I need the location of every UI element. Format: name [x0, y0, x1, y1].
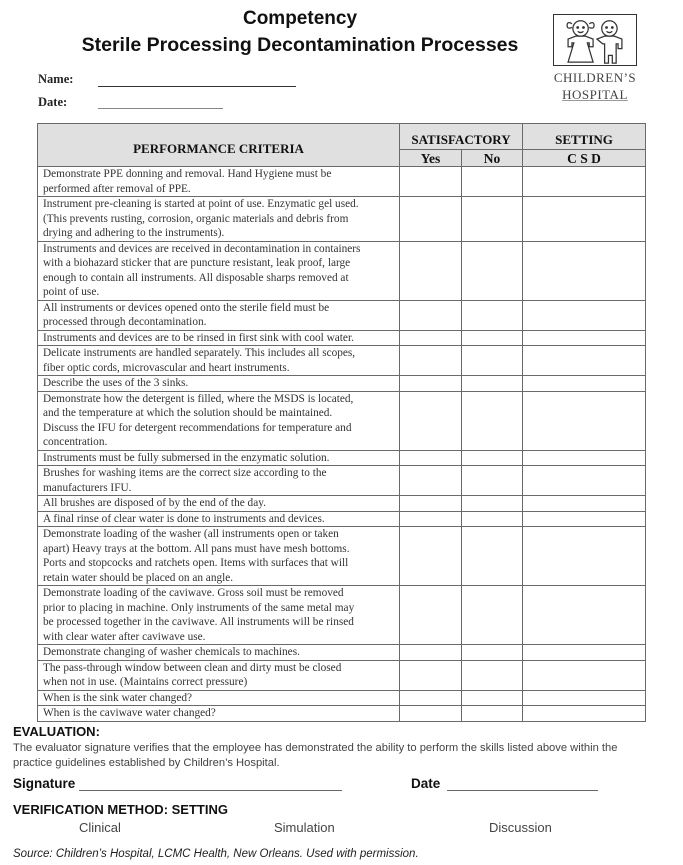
criteria-line: apart) Heavy trays at the bottom. All pans must have mesh bottoms.: [43, 542, 350, 555]
header-no: No: [462, 150, 523, 167]
table-row: [38, 586, 646, 645]
setting-cell[interactable]: [523, 241, 646, 300]
header-yes: Yes: [400, 150, 462, 167]
verification-option-simulation[interactable]: Simulation: [274, 820, 335, 835]
no-checkbox-cell[interactable]: [462, 450, 523, 466]
criteria-line: fiber optic cords, microvascular and heart instruments.: [43, 361, 290, 374]
no-checkbox-cell[interactable]: [462, 645, 523, 661]
table-row: [38, 300, 646, 330]
yes-checkbox-cell[interactable]: [400, 690, 462, 706]
setting-cell[interactable]: [523, 706, 646, 722]
no-checkbox-cell[interactable]: [462, 197, 523, 242]
criteria-line: be processed together in the caviwave. All instruments will be rinsed: [43, 616, 354, 628]
name-field[interactable]: [98, 86, 296, 87]
verification-option-clinical[interactable]: Clinical: [79, 820, 121, 835]
setting-cell[interactable]: [523, 167, 646, 197]
criteria-line: The pass-through window between clean and dirty must be closed: [43, 661, 342, 674]
criteria-line: Demonstrate loading of the caviwave. Gross soil must be removed: [43, 587, 344, 599]
table-row: [38, 167, 646, 197]
setting-cell[interactable]: [523, 197, 646, 242]
no-checkbox-cell[interactable]: [462, 330, 523, 346]
no-checkbox-cell[interactable]: [462, 167, 523, 197]
yes-checkbox-cell[interactable]: [400, 466, 462, 496]
yes-checkbox-cell[interactable]: [400, 511, 462, 527]
yes-checkbox-cell[interactable]: [400, 197, 462, 242]
table-row: [38, 466, 646, 496]
criteria-line: point of use.: [43, 286, 100, 298]
criteria-line: (This prevents rusting, corrosion, organic materials and debris from: [43, 212, 349, 225]
logo-text-line1: CHILDREN’S: [553, 70, 637, 85]
criteria-line: Demonstrate loading of the washer (all instruments open or taken: [43, 528, 339, 540]
date-label: Date:: [38, 95, 68, 109]
date-field[interactable]: [98, 108, 223, 109]
criteria-cell: [38, 450, 400, 466]
no-checkbox-cell[interactable]: [462, 376, 523, 392]
table-row: [38, 450, 646, 466]
no-checkbox-cell[interactable]: [462, 690, 523, 706]
yes-checkbox-cell[interactable]: [400, 330, 462, 346]
yes-checkbox-cell[interactable]: [400, 645, 462, 661]
criteria-cell: [38, 391, 400, 450]
verification-heading: VERIFICATION METHOD: SETTING: [13, 802, 228, 817]
setting-cell[interactable]: [523, 391, 646, 450]
header-setting: SETTING: [523, 124, 646, 150]
table-row: [38, 330, 646, 346]
setting-cell[interactable]: [523, 376, 646, 392]
criteria-cell: [38, 527, 400, 586]
setting-cell[interactable]: [523, 511, 646, 527]
criteria-cell: [38, 330, 400, 346]
no-checkbox-cell[interactable]: [462, 391, 523, 450]
signature-label: Signature: [13, 776, 76, 791]
children-logo-icon: [553, 14, 637, 66]
table-row: [38, 645, 646, 661]
criteria-line: retain water should be placed on an angle.: [43, 571, 234, 584]
yes-checkbox-cell[interactable]: [400, 496, 462, 512]
criteria-line: A final rinse of clear water is done to instruments and devices.: [43, 512, 325, 525]
criteria-line: with clear water after caviwave use.: [43, 630, 206, 643]
table-row: [38, 197, 646, 242]
evaluation-date-field[interactable]: [447, 790, 598, 791]
criteria-line: processed through decontamination.: [43, 316, 207, 328]
criteria-cell: [38, 346, 400, 376]
setting-cell[interactable]: [523, 346, 646, 376]
yes-checkbox-cell[interactable]: [400, 300, 462, 330]
no-checkbox-cell[interactable]: [462, 466, 523, 496]
yes-checkbox-cell[interactable]: [400, 391, 462, 450]
criteria-line: performed after removal of PPE.: [43, 182, 191, 195]
verification-option-discussion[interactable]: Discussion: [489, 820, 552, 835]
criteria-cell: [38, 466, 400, 496]
no-checkbox-cell[interactable]: [462, 586, 523, 645]
header-performance-criteria: PERFORMANCE CRITERIA: [38, 124, 400, 167]
criteria-cell: [38, 197, 400, 242]
criteria-cell: [38, 690, 400, 706]
setting-cell[interactable]: [523, 300, 646, 330]
criteria-line: Instruments and devices are received in decontamination in containers: [43, 242, 361, 255]
evaluation-heading: EVALUATION:: [13, 724, 100, 739]
no-checkbox-cell[interactable]: [462, 660, 523, 690]
criteria-line: Brushes for washing items are the correct size according to the: [43, 467, 327, 479]
criteria-line: Demonstrate PPE donning and removal. Hand Hygiene must be: [43, 168, 332, 180]
table-row: [38, 660, 646, 690]
criteria-cell: [38, 586, 400, 645]
criteria-cell: [38, 645, 400, 661]
table-row: [38, 527, 646, 586]
yes-checkbox-cell[interactable]: [400, 586, 462, 645]
evaluation-date-label: Date: [411, 776, 441, 791]
criteria-line: All instruments or devices opened onto the sterile field must be: [43, 301, 330, 314]
table-row: [38, 690, 646, 706]
header-satisfactory: SATISFACTORY: [400, 124, 523, 150]
setting-cell[interactable]: [523, 645, 646, 661]
criteria-line: with a biohazard sticker that are puncture resistant, leak proof, large: [43, 257, 351, 269]
no-checkbox-cell[interactable]: [462, 496, 523, 512]
no-checkbox-cell[interactable]: [462, 706, 523, 722]
criteria-line: Instrument pre-cleaning is started at point of use. Enzymatic gel used.: [43, 198, 359, 210]
no-checkbox-cell[interactable]: [462, 527, 523, 586]
criteria-line: Demonstrate how the detergent is filled, where the MSDS is located,: [43, 392, 354, 405]
criteria-line: Discuss the IFU for detergent recommendations for temperature and: [43, 421, 352, 434]
source-credit: Source: Children’s Hospital, LCMC Health, New Orleans. Used with permission.: [13, 848, 419, 860]
no-checkbox-cell[interactable]: [462, 300, 523, 330]
page-title: Competency: [242, 8, 358, 29]
yes-checkbox-cell[interactable]: [400, 376, 462, 392]
criteria-line: Delicate instruments are handled separately. This includes all scopes,: [43, 347, 356, 359]
table-row: [38, 511, 646, 527]
criteria-cell: [38, 660, 400, 690]
criteria-line: When is the caviwave water changed?: [43, 707, 216, 719]
criteria-line: prior to placing in machine. Only instruments of the same metal may: [43, 601, 355, 614]
criteria-line: concentration.: [43, 436, 108, 448]
criteria-line: Instruments and devices are to be rinsed in first sink with cool water.: [43, 331, 354, 344]
criteria-line: enough to contain all instruments. All disposable sharps removed at: [43, 271, 349, 284]
setting-cell[interactable]: [523, 450, 646, 466]
table-row: [38, 496, 646, 512]
setting-cell[interactable]: [523, 466, 646, 496]
yes-checkbox-cell[interactable]: [400, 660, 462, 690]
criteria-line: Demonstrate changing of washer chemicals to machines.: [43, 646, 300, 658]
criteria-cell: [38, 511, 400, 527]
setting-cell[interactable]: [523, 496, 646, 512]
no-checkbox-cell[interactable]: [462, 511, 523, 527]
page-subtitle: Sterile Processing Decontamination Processes: [81, 34, 519, 56]
criteria-line: when not in use. (Maintains correct pressure): [43, 676, 248, 688]
criteria-line: manufacturers IFU.: [43, 481, 132, 494]
criteria-line: Ports and stopcocks and ratchets open. Items with surfaces that will: [43, 557, 349, 569]
table-row: [38, 241, 646, 300]
criteria-cell: [38, 496, 400, 512]
yes-checkbox-cell[interactable]: [400, 346, 462, 376]
signature-field[interactable]: [79, 790, 342, 791]
setting-cell[interactable]: [523, 586, 646, 645]
criteria-line: and the temperature at which the solution should be maintained.: [43, 407, 333, 419]
table-row: [38, 376, 646, 392]
criteria-line: drying and adhering to the instruments).: [43, 227, 225, 239]
name-label: Name:: [38, 72, 74, 86]
criteria-cell: [38, 241, 400, 300]
header-setting-csd: C S D: [523, 150, 646, 167]
criteria-cell: [38, 300, 400, 330]
evaluation-text: The evaluator signature verifies that the employee has demonstrated the ability to perform the skills listed above within the practice guidelines established by Children’s Hospital.: [13, 742, 618, 769]
setting-cell[interactable]: [523, 690, 646, 706]
logo-text-line2: HOSPITAL: [562, 87, 628, 102]
setting-cell[interactable]: [523, 660, 646, 690]
yes-checkbox-cell[interactable]: [400, 241, 462, 300]
criteria-cell: [38, 376, 400, 392]
table-row: [38, 391, 646, 450]
table-row: [38, 346, 646, 376]
criteria-cell: [38, 167, 400, 197]
criteria-line: Describe the uses of the 3 sinks.: [43, 377, 189, 389]
no-checkbox-cell[interactable]: [462, 346, 523, 376]
setting-cell[interactable]: [523, 330, 646, 346]
criteria-cell: [38, 706, 400, 722]
criteria-line: All brushes are disposed of by the end of the day.: [43, 497, 266, 509]
yes-checkbox-cell[interactable]: [400, 527, 462, 586]
yes-checkbox-cell[interactable]: [400, 167, 462, 197]
criteria-line: When is the sink water changed?: [43, 691, 192, 704]
table-row: [38, 706, 646, 722]
setting-cell[interactable]: [523, 527, 646, 586]
yes-checkbox-cell[interactable]: [400, 706, 462, 722]
yes-checkbox-cell[interactable]: [400, 450, 462, 466]
no-checkbox-cell[interactable]: [462, 241, 523, 300]
performance-criteria-table: [37, 123, 646, 722]
criteria-line: Instruments must be fully submersed in the enzymatic solution.: [43, 451, 330, 464]
